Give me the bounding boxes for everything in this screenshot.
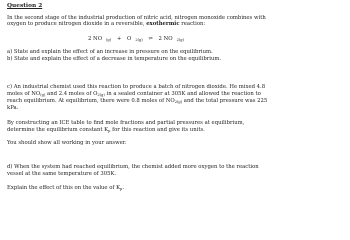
part-c-line-3: reach equilibrium. At equilibrium, there were 0.8 moles of $NO_{2(g)}$ and the total pressure was 225 xyxy=(7,98,268,104)
part-d-line-1: d) When the system had reached equilibrium, the chemist added more oxygen to the reaction xyxy=(7,164,259,170)
part-c-line-5: By constructing an ICE table to find mole fractions and partial pressures at equilibrium, xyxy=(7,120,245,126)
part-b: b) State and explain the effect of a decrease in temperature on the equilibrium. xyxy=(7,56,222,62)
part-c-line-4: kPa. xyxy=(7,105,19,111)
question-heading: Question 2 xyxy=(7,3,43,9)
intro-line-2: oxygen to produce nitrogen dioxide in a reversible, exothermic reaction: xyxy=(7,21,206,27)
part-c-line-1: c) An industrial chemist used this reaction to produce a batch of nitrogen dioxide. He mixed 4.8 xyxy=(7,84,266,90)
part-c-line-2: moles of $NO_{(g)}$ and 2.4 moles of $O_{2(g)}$ in a sealed container at 305K and allowed the reaction to xyxy=(7,91,261,97)
part-c-line-7: You should show all working in your answer. xyxy=(7,140,127,146)
plus-sign: + xyxy=(116,36,122,42)
equilibrium-arrow: ⇌ xyxy=(148,36,153,42)
reactant-no: 2 NO $_{(g)}$ xyxy=(88,36,112,42)
part-c-line-6: determine the equilibrium constant $K_p$ for this reaction and give its units. xyxy=(7,127,205,133)
reactant-o2: O $_{2(g)}$ xyxy=(126,36,143,42)
part-d-line-3: Explain the effect of this on the value of $K_p$. xyxy=(7,185,125,191)
part-a: a) State and explain the effect of an increase in pressure on the equilibrium. xyxy=(7,49,213,55)
intro-line-1: In the second stage of the industrial production of nitric acid, nitrogen monoxide combines with xyxy=(7,15,266,21)
part-d-line-2: vessel at the same temperature of 305K. xyxy=(7,171,117,177)
product-no2: 2 NO $_{2(g)}$ xyxy=(158,36,184,42)
exothermic-keyword: exothermic xyxy=(146,21,180,27)
reaction-equation xyxy=(88,36,188,42)
